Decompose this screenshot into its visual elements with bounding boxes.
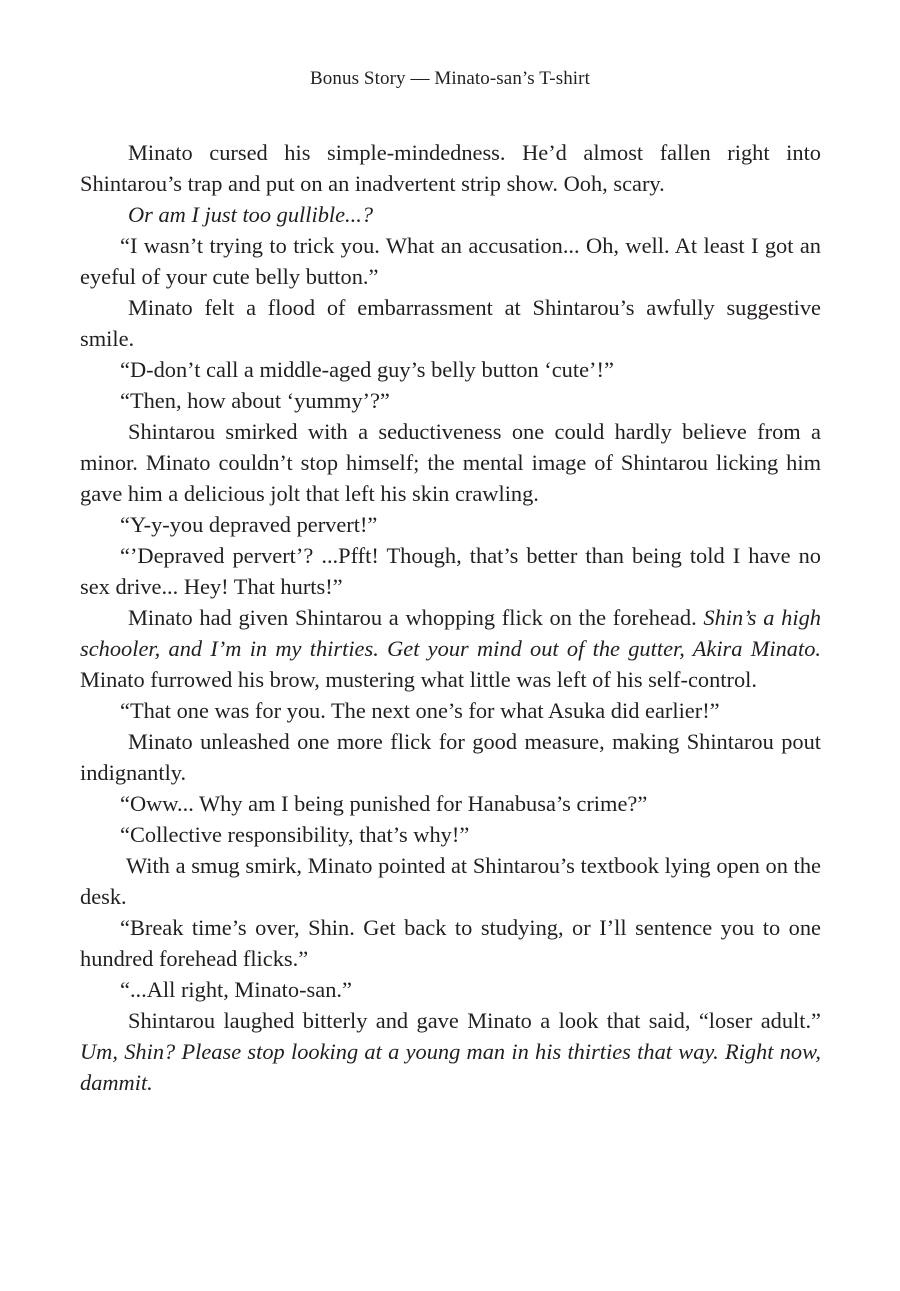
running-header: Bonus Story — Minato-san’s T-shirt (310, 68, 590, 89)
paragraph-dialogue: “Then, how about ‘yummy’?” (120, 388, 390, 413)
paragraph-text: Shintarou laughed bitterly and gave Minato a look that said, “loser adult.” (128, 1008, 821, 1033)
paragraph-dialogue: “Y-y-you depraved pervert!” (120, 512, 378, 537)
paragraph: Shintarou smirked with a seductiveness one could hardly believe from a minor. Minato couldn’t stop himself; the mental image of Shintarou licking him gave him a delicious jolt that left his skin crawling. (80, 419, 821, 506)
paragraph: Minato cursed his simple-mindedness. He’d almost fallen right into Shintarou’s trap and put on an inadvertent strip show. Ooh, scary. (80, 140, 821, 196)
paragraph-dialogue: “...All right, Minato-san.” (120, 977, 352, 1002)
paragraph-text: Minato had given Shintarou a whopping flick on the forehead. (128, 605, 704, 630)
paragraph-thought-inline: Um, Shin? Please stop looking at a young man in his thirties that way. Right now, dammit. (80, 1039, 821, 1095)
paragraph-dialogue: “Break time’s over, Shin. Get back to studying, or I’ll sentence you to one hundred forehead flicks.” (80, 915, 821, 971)
paragraph: Minato unleashed one more flick for good measure, making Shintarou pout indignantly. (80, 729, 821, 785)
paragraph-dialogue: “’Depraved pervert’? ...Pfft! Though, that’s better than being told I have no sex drive... Hey! That hurts!” (80, 543, 821, 599)
story-body (80, 137, 821, 1098)
paragraph-dialogue: “Oww... Why am I being punished for Hanabusa’s crime?” (120, 791, 648, 816)
paragraph-text: Minato furrowed his brow, mustering what little was left of his self-control. (80, 667, 757, 692)
paragraph-dialogue: “Collective responsibility, that’s why!” (120, 822, 470, 847)
paragraph-dialogue: “That one was for you. The next one’s for what Asuka did earlier!” (120, 698, 720, 723)
paragraph-dialogue: “I wasn’t trying to trick you. What an accusation... Oh, well. At least I got an eyeful of your cute belly button.” (80, 233, 821, 289)
paragraph: With a smug smirk, Minato pointed at Shintarou’s textbook lying open on the desk. (80, 853, 821, 909)
paragraph: Minato felt a flood of embarrassment at Shintarou’s awfully suggestive smile. (80, 295, 821, 351)
paragraph-thought: Or am I just too gullible...? (128, 202, 374, 227)
paragraph-mixed (80, 602, 821, 695)
paragraph-dialogue: “D-don’t call a middle-aged guy’s belly button ‘cute’!” (120, 357, 614, 382)
paragraph-mixed (80, 1005, 821, 1098)
paragraph-thought-inline: Shin’s a high schooler, and I’m in my thirties. Get your mind out of the gutter, Akira Minato. (80, 605, 821, 661)
